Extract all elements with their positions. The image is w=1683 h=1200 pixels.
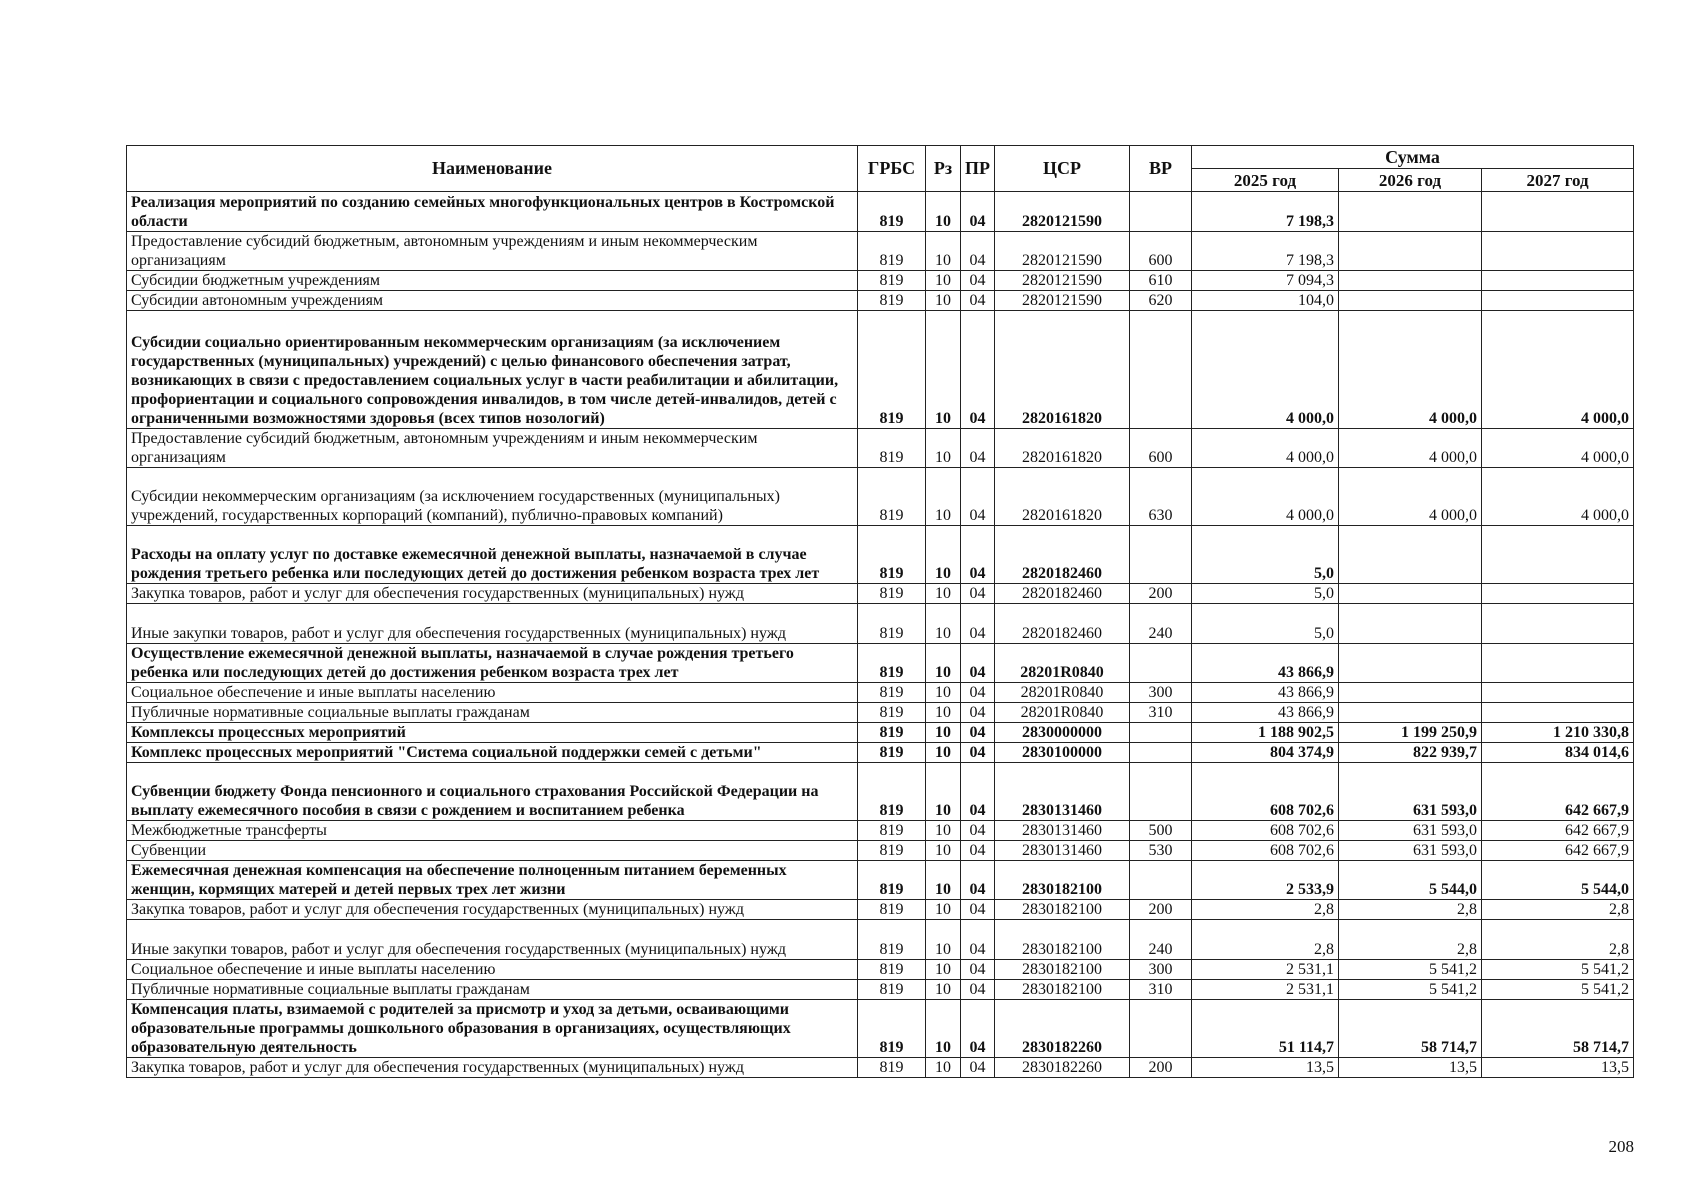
cell-grbs: 819 — [858, 920, 926, 960]
table-row — [127, 1000, 1634, 1058]
header-csr: ЦСР — [995, 146, 1130, 192]
cell-amount-2027: 642 667,9 — [1482, 841, 1634, 861]
cell-pr: 04 — [961, 526, 995, 584]
cell-rz: 10 — [926, 841, 961, 861]
cell-amount-2027 — [1482, 644, 1634, 683]
cell-name: Социальное обеспечение и иные выплаты населению — [127, 683, 858, 703]
header-year-2027: 2027 год — [1482, 169, 1634, 192]
cell-amount-2026: 631 593,0 — [1339, 763, 1482, 821]
cell-amount-2027 — [1482, 192, 1634, 232]
cell-amount-2026: 4 000,0 — [1339, 468, 1482, 526]
cell-name: Предоставление субсидий бюджетным, автономным учреждениям и иным некоммерческим организациям — [127, 429, 858, 468]
cell-amount-2026: 1 199 250,9 — [1339, 723, 1482, 743]
cell-grbs: 819 — [858, 1058, 926, 1078]
cell-csr: 2820121590 — [995, 232, 1130, 271]
cell-name: Компенсация платы, взимаемой с родителей за присмотр и уход за детьми, осваивающими образовательные программы дошкольного образования в организациях, осуществляющих образовательную деятельность — [127, 1000, 858, 1058]
cell-name: Иные закупки товаров, работ и услуг для обеспечения государственных (муниципальных) нужд — [127, 920, 858, 960]
cell-amount-2027: 1 210 330,8 — [1482, 723, 1634, 743]
header-grbs: ГРБС — [858, 146, 926, 192]
cell-rz: 10 — [926, 584, 961, 604]
cell-name: Закупка товаров, работ и услуг для обеспечения государственных (муниципальных) нужд — [127, 584, 858, 604]
cell-amount-2025: 2,8 — [1192, 920, 1339, 960]
cell-rz: 10 — [926, 861, 961, 900]
cell-amount-2027: 642 667,9 — [1482, 821, 1634, 841]
cell-rz: 10 — [926, 763, 961, 821]
cell-amount-2025: 51 114,7 — [1192, 1000, 1339, 1058]
table-row — [127, 683, 1634, 703]
header-rz: Рз — [926, 146, 961, 192]
cell-amount-2025: 104,0 — [1192, 291, 1339, 311]
cell-csr: 2830131460 — [995, 763, 1130, 821]
cell-pr: 04 — [961, 271, 995, 291]
cell-amount-2026 — [1339, 683, 1482, 703]
table-row — [127, 232, 1634, 271]
cell-pr: 04 — [961, 311, 995, 429]
cell-name: Публичные нормативные социальные выплаты гражданам — [127, 703, 858, 723]
cell-amount-2027 — [1482, 683, 1634, 703]
cell-amount-2025: 608 702,6 — [1192, 763, 1339, 821]
cell-rz: 10 — [926, 920, 961, 960]
cell-grbs: 819 — [858, 311, 926, 429]
cell-rz: 10 — [926, 192, 961, 232]
cell-amount-2026: 2,8 — [1339, 920, 1482, 960]
cell-vr — [1130, 763, 1192, 821]
cell-amount-2026: 631 593,0 — [1339, 821, 1482, 841]
table-row — [127, 841, 1634, 861]
cell-rz: 10 — [926, 683, 961, 703]
cell-vr: 610 — [1130, 271, 1192, 291]
cell-grbs: 819 — [858, 703, 926, 723]
cell-amount-2025: 43 866,9 — [1192, 644, 1339, 683]
table-row — [127, 584, 1634, 604]
cell-vr: 240 — [1130, 920, 1192, 960]
cell-vr — [1130, 644, 1192, 683]
cell-csr: 2820182460 — [995, 604, 1130, 644]
cell-amount-2025: 5,0 — [1192, 604, 1339, 644]
cell-amount-2025: 1 188 902,5 — [1192, 723, 1339, 743]
cell-amount-2025: 2,8 — [1192, 900, 1339, 920]
cell-pr: 04 — [961, 743, 995, 763]
cell-csr: 28201R0840 — [995, 644, 1130, 683]
cell-amount-2027 — [1482, 232, 1634, 271]
cell-amount-2025: 7 094,3 — [1192, 271, 1339, 291]
cell-amount-2027 — [1482, 584, 1634, 604]
cell-rz: 10 — [926, 743, 961, 763]
table-row — [127, 821, 1634, 841]
table-row — [127, 703, 1634, 723]
table-row — [127, 604, 1634, 644]
cell-rz: 10 — [926, 291, 961, 311]
cell-grbs: 819 — [858, 900, 926, 920]
cell-amount-2026 — [1339, 526, 1482, 584]
cell-rz: 10 — [926, 644, 961, 683]
cell-name: Субсидии социально ориентированным некоммерческим организациям (за исключением государственных (муниципальных) учреждений) с целью финансового обеспечения затрат, возникающих в связи с предоставлением социальных услуг в части реабилитации и абилитации, профориентации и социального сопровождения инвалидов, в том числе детей-инвалидов, детей с ограниченными возможностями здоровья (всех типов нозологий) — [127, 311, 858, 429]
cell-amount-2027: 13,5 — [1482, 1058, 1634, 1078]
cell-grbs: 819 — [858, 763, 926, 821]
cell-name: Иные закупки товаров, работ и услуг для обеспечения государственных (муниципальных) нужд — [127, 604, 858, 644]
cell-vr — [1130, 743, 1192, 763]
cell-rz: 10 — [926, 960, 961, 980]
cell-grbs: 819 — [858, 526, 926, 584]
cell-grbs: 819 — [858, 723, 926, 743]
cell-name: Ежемесячная денежная компенсация на обеспечение полноценным питанием беременных женщин, кормящих матерей и детей первых трех лет жизни — [127, 861, 858, 900]
table-row — [127, 900, 1634, 920]
cell-grbs: 819 — [858, 584, 926, 604]
cell-amount-2026: 4 000,0 — [1339, 311, 1482, 429]
cell-grbs: 819 — [858, 821, 926, 841]
cell-grbs: 819 — [858, 291, 926, 311]
cell-vr: 200 — [1130, 584, 1192, 604]
header-sum: Сумма — [1192, 146, 1634, 169]
cell-csr: 2830182260 — [995, 1058, 1130, 1078]
cell-amount-2025: 2 531,1 — [1192, 980, 1339, 1000]
cell-name: Субсидии автономным учреждениям — [127, 291, 858, 311]
cell-amount-2026: 5 541,2 — [1339, 980, 1482, 1000]
cell-amount-2025: 4 000,0 — [1192, 429, 1339, 468]
cell-amount-2027: 4 000,0 — [1482, 468, 1634, 526]
cell-amount-2026 — [1339, 604, 1482, 644]
cell-amount-2027: 5 541,2 — [1482, 980, 1634, 1000]
cell-grbs: 819 — [858, 604, 926, 644]
table-row — [127, 526, 1634, 584]
cell-pr: 04 — [961, 900, 995, 920]
cell-csr: 2820182460 — [995, 584, 1130, 604]
cell-csr: 2830000000 — [995, 723, 1130, 743]
cell-pr: 04 — [961, 232, 995, 271]
cell-vr — [1130, 526, 1192, 584]
table-row — [127, 311, 1634, 429]
cell-amount-2027 — [1482, 291, 1634, 311]
cell-amount-2026: 5 544,0 — [1339, 861, 1482, 900]
cell-name: Субвенции бюджету Фонда пенсионного и социального страхования Российской Федерации на выплату ежемесячного пособия в связи с рождением и воспитанием ребенка — [127, 763, 858, 821]
cell-amount-2026: 631 593,0 — [1339, 841, 1482, 861]
cell-vr: 310 — [1130, 703, 1192, 723]
cell-amount-2026: 2,8 — [1339, 900, 1482, 920]
cell-name: Субвенции — [127, 841, 858, 861]
cell-csr: 2830182260 — [995, 1000, 1130, 1058]
cell-csr: 28201R0840 — [995, 683, 1130, 703]
cell-amount-2025: 7 198,3 — [1192, 192, 1339, 232]
cell-amount-2025: 5,0 — [1192, 526, 1339, 584]
cell-amount-2027: 5 541,2 — [1482, 960, 1634, 980]
cell-csr: 2820121590 — [995, 192, 1130, 232]
cell-grbs: 819 — [858, 429, 926, 468]
header-year-2026: 2026 год — [1339, 169, 1482, 192]
cell-amount-2027 — [1482, 604, 1634, 644]
cell-rz: 10 — [926, 900, 961, 920]
cell-vr: 630 — [1130, 468, 1192, 526]
cell-amount-2025: 5,0 — [1192, 584, 1339, 604]
cell-vr: 530 — [1130, 841, 1192, 861]
cell-csr: 2830182100 — [995, 861, 1130, 900]
table-row — [127, 920, 1634, 960]
cell-amount-2027 — [1482, 526, 1634, 584]
cell-pr: 04 — [961, 291, 995, 311]
cell-pr: 04 — [961, 703, 995, 723]
cell-rz: 10 — [926, 980, 961, 1000]
cell-csr: 2830182100 — [995, 920, 1130, 960]
cell-csr: 2830182100 — [995, 980, 1130, 1000]
cell-csr: 2820121590 — [995, 271, 1130, 291]
cell-grbs: 819 — [858, 644, 926, 683]
cell-csr: 2830131460 — [995, 841, 1130, 861]
cell-rz: 10 — [926, 703, 961, 723]
cell-amount-2026: 13,5 — [1339, 1058, 1482, 1078]
cell-pr: 04 — [961, 960, 995, 980]
cell-csr: 2830182100 — [995, 900, 1130, 920]
cell-rz: 10 — [926, 821, 961, 841]
cell-csr: 2820182460 — [995, 526, 1130, 584]
cell-vr: 240 — [1130, 604, 1192, 644]
cell-vr: 310 — [1130, 980, 1192, 1000]
cell-rz: 10 — [926, 723, 961, 743]
cell-amount-2025: 2 533,9 — [1192, 861, 1339, 900]
cell-name: Публичные нормативные социальные выплаты гражданам — [127, 980, 858, 1000]
cell-grbs: 819 — [858, 468, 926, 526]
cell-vr: 620 — [1130, 291, 1192, 311]
cell-pr: 04 — [961, 1000, 995, 1058]
cell-csr: 2830131460 — [995, 821, 1130, 841]
cell-grbs: 819 — [858, 743, 926, 763]
cell-amount-2025: 4 000,0 — [1192, 468, 1339, 526]
cell-amount-2027 — [1482, 271, 1634, 291]
cell-csr: 2820161820 — [995, 311, 1130, 429]
table-row — [127, 861, 1634, 900]
cell-amount-2025: 2 531,1 — [1192, 960, 1339, 980]
cell-csr: 2820121590 — [995, 291, 1130, 311]
cell-name: Комплекс процессных мероприятий "Система социальной поддержки семей с детьми" — [127, 743, 858, 763]
cell-vr — [1130, 311, 1192, 429]
cell-amount-2025: 7 198,3 — [1192, 232, 1339, 271]
cell-vr: 500 — [1130, 821, 1192, 841]
table-row — [127, 743, 1634, 763]
cell-name: Субсидии некоммерческим организациям (за исключением государственных (муниципальных) учреждений, государственных корпораций (компаний), публично-правовых компаний) — [127, 468, 858, 526]
cell-rz: 10 — [926, 311, 961, 429]
cell-vr: 200 — [1130, 900, 1192, 920]
cell-csr: 2830182100 — [995, 960, 1130, 980]
cell-amount-2026 — [1339, 703, 1482, 723]
cell-name: Межбюджетные трансферты — [127, 821, 858, 841]
cell-grbs: 819 — [858, 1000, 926, 1058]
cell-csr: 2830100000 — [995, 743, 1130, 763]
cell-pr: 04 — [961, 980, 995, 1000]
cell-amount-2026 — [1339, 232, 1482, 271]
cell-amount-2025: 804 374,9 — [1192, 743, 1339, 763]
cell-grbs: 819 — [858, 683, 926, 703]
cell-vr: 600 — [1130, 232, 1192, 271]
table-row — [127, 644, 1634, 683]
cell-csr: 28201R0840 — [995, 703, 1130, 723]
cell-pr: 04 — [961, 861, 995, 900]
cell-pr: 04 — [961, 604, 995, 644]
cell-name: Социальное обеспечение и иные выплаты населению — [127, 960, 858, 980]
cell-vr: 200 — [1130, 1058, 1192, 1078]
cell-name: Реализация мероприятий по созданию семейных многофункциональных центров в Костромской области — [127, 192, 858, 232]
cell-csr: 2820161820 — [995, 468, 1130, 526]
header-pr: ПР — [961, 146, 995, 192]
cell-amount-2026 — [1339, 584, 1482, 604]
cell-name: Комплексы процессных мероприятий — [127, 723, 858, 743]
table-header — [127, 146, 1634, 192]
cell-grbs: 819 — [858, 841, 926, 861]
cell-name: Субсидии бюджетным учреждениям — [127, 271, 858, 291]
table-row — [127, 429, 1634, 468]
cell-rz: 10 — [926, 232, 961, 271]
cell-grbs: 819 — [858, 980, 926, 1000]
cell-pr: 04 — [961, 192, 995, 232]
table-row — [127, 192, 1634, 232]
cell-amount-2027 — [1482, 703, 1634, 723]
cell-vr: 300 — [1130, 683, 1192, 703]
cell-pr: 04 — [961, 468, 995, 526]
cell-amount-2025: 43 866,9 — [1192, 703, 1339, 723]
cell-amount-2027: 5 544,0 — [1482, 861, 1634, 900]
table-row — [127, 271, 1634, 291]
cell-amount-2026 — [1339, 192, 1482, 232]
cell-grbs: 819 — [858, 192, 926, 232]
cell-name: Предоставление субсидий бюджетным, автономным учреждениям и иным некоммерческим организациям — [127, 232, 858, 271]
cell-vr — [1130, 723, 1192, 743]
cell-grbs: 819 — [858, 960, 926, 980]
table-body — [127, 192, 1634, 1078]
table-row — [127, 763, 1634, 821]
cell-amount-2026 — [1339, 271, 1482, 291]
header-year-2025: 2025 год — [1192, 169, 1339, 192]
cell-pr: 04 — [961, 644, 995, 683]
cell-name: Расходы на оплату услуг по доставке ежемесячной денежной выплаты, назначаемой в случае рождения третьего ребенка или последующих детей до достижения ребенком возраста трех лет — [127, 526, 858, 584]
cell-grbs: 819 — [858, 232, 926, 271]
header-vr: ВР — [1130, 146, 1192, 192]
cell-name: Осуществление ежемесячной денежной выплаты, назначаемой в случае рождения третьего ребенка или последующих детей до достижения ребенком возраста трех лет — [127, 644, 858, 683]
cell-amount-2026: 822 939,7 — [1339, 743, 1482, 763]
cell-amount-2026 — [1339, 644, 1482, 683]
table-row — [127, 468, 1634, 526]
cell-amount-2027: 2,8 — [1482, 900, 1634, 920]
cell-rz: 10 — [926, 468, 961, 526]
cell-vr: 300 — [1130, 960, 1192, 980]
cell-name: Закупка товаров, работ и услуг для обеспечения государственных (муниципальных) нужд — [127, 900, 858, 920]
cell-pr: 04 — [961, 841, 995, 861]
cell-amount-2025: 43 866,9 — [1192, 683, 1339, 703]
cell-amount-2027: 834 014,6 — [1482, 743, 1634, 763]
cell-rz: 10 — [926, 271, 961, 291]
budget-table — [126, 145, 1634, 1078]
cell-vr: 600 — [1130, 429, 1192, 468]
cell-amount-2025: 4 000,0 — [1192, 311, 1339, 429]
cell-amount-2026: 5 541,2 — [1339, 960, 1482, 980]
cell-vr — [1130, 861, 1192, 900]
cell-amount-2027: 2,8 — [1482, 920, 1634, 960]
cell-pr: 04 — [961, 584, 995, 604]
cell-vr — [1130, 192, 1192, 232]
table-row — [127, 980, 1634, 1000]
cell-rz: 10 — [926, 604, 961, 644]
cell-name: Закупка товаров, работ и услуг для обеспечения государственных (муниципальных) нужд — [127, 1058, 858, 1078]
cell-amount-2026: 4 000,0 — [1339, 429, 1482, 468]
cell-amount-2025: 608 702,6 — [1192, 841, 1339, 861]
cell-pr: 04 — [961, 763, 995, 821]
cell-amount-2025: 13,5 — [1192, 1058, 1339, 1078]
table-row — [127, 960, 1634, 980]
cell-grbs: 819 — [858, 271, 926, 291]
cell-rz: 10 — [926, 1000, 961, 1058]
cell-rz: 10 — [926, 429, 961, 468]
cell-amount-2027: 642 667,9 — [1482, 763, 1634, 821]
cell-pr: 04 — [961, 683, 995, 703]
cell-csr: 2820161820 — [995, 429, 1130, 468]
cell-amount-2027: 4 000,0 — [1482, 311, 1634, 429]
table-row — [127, 723, 1634, 743]
cell-vr — [1130, 1000, 1192, 1058]
cell-amount-2025: 608 702,6 — [1192, 821, 1339, 841]
cell-pr: 04 — [961, 920, 995, 960]
cell-rz: 10 — [926, 526, 961, 584]
cell-pr: 04 — [961, 723, 995, 743]
cell-pr: 04 — [961, 1058, 995, 1078]
cell-amount-2026 — [1339, 291, 1482, 311]
cell-rz: 10 — [926, 1058, 961, 1078]
cell-amount-2027: 58 714,7 — [1482, 1000, 1634, 1058]
header-name: Наименование — [127, 146, 858, 192]
page-number: 208 — [1608, 1137, 1634, 1156]
cell-amount-2026: 58 714,7 — [1339, 1000, 1482, 1058]
table-row — [127, 1058, 1634, 1078]
cell-pr: 04 — [961, 429, 995, 468]
cell-grbs: 819 — [858, 861, 926, 900]
cell-pr: 04 — [961, 821, 995, 841]
table-row — [127, 291, 1634, 311]
cell-amount-2027: 4 000,0 — [1482, 429, 1634, 468]
